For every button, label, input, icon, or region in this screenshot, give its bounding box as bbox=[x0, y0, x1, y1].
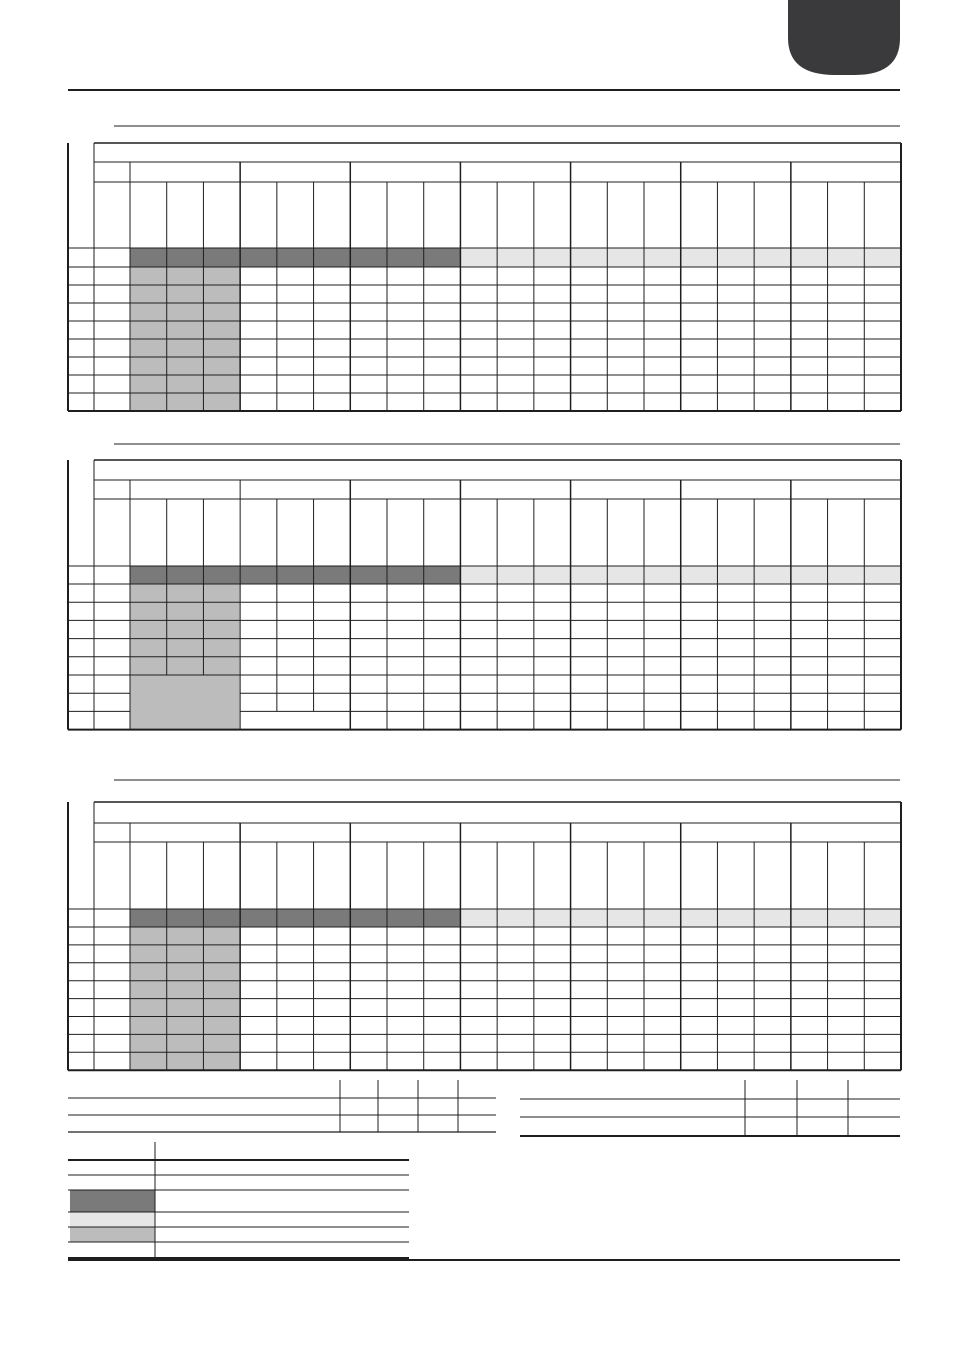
shade-cell bbox=[864, 909, 901, 927]
shade-cell bbox=[240, 566, 277, 584]
shade-cell bbox=[754, 909, 791, 927]
shade-cell bbox=[754, 248, 791, 267]
shade-cell bbox=[497, 566, 534, 584]
shade-cell bbox=[828, 909, 865, 927]
shade-cell bbox=[277, 566, 314, 584]
shade-cell bbox=[534, 566, 571, 584]
shade-cell bbox=[754, 566, 791, 584]
shade-cell bbox=[130, 566, 167, 584]
shade-cell bbox=[314, 909, 351, 927]
shade-cell bbox=[607, 248, 644, 267]
shade-cell bbox=[240, 909, 277, 927]
shade-cell bbox=[644, 566, 681, 584]
legend-swatch bbox=[70, 1190, 155, 1212]
shade-cell bbox=[828, 248, 865, 267]
legend-table bbox=[68, 1142, 409, 1258]
shade-cell bbox=[644, 248, 681, 267]
shade-cell bbox=[681, 248, 718, 267]
shade-cell bbox=[607, 566, 644, 584]
shade-cell bbox=[240, 248, 277, 267]
shade-cell bbox=[717, 566, 754, 584]
legend-swatch bbox=[70, 1212, 155, 1227]
shade-cell bbox=[571, 909, 608, 927]
summary-table-right bbox=[520, 1080, 900, 1136]
shade-cell bbox=[203, 566, 240, 584]
shade-cell bbox=[167, 566, 204, 584]
shade-cell bbox=[314, 248, 351, 267]
shade-cell bbox=[387, 909, 424, 927]
shade-cell bbox=[350, 566, 387, 584]
shade-cell bbox=[717, 909, 754, 927]
shade-cell bbox=[607, 909, 644, 927]
shade-cell bbox=[277, 909, 314, 927]
merged-shade-block bbox=[130, 675, 240, 730]
shade-cell bbox=[203, 909, 240, 927]
shade-cell bbox=[167, 909, 204, 927]
shade-cell bbox=[864, 248, 901, 267]
shade-cell bbox=[424, 248, 461, 267]
data-table bbox=[68, 780, 901, 1070]
shade-cell bbox=[167, 248, 204, 267]
shade-cell bbox=[717, 248, 754, 267]
shade-cell bbox=[534, 909, 571, 927]
shade-cell bbox=[277, 248, 314, 267]
shade-cell bbox=[387, 248, 424, 267]
shade-cell bbox=[460, 248, 497, 267]
shade-cell bbox=[791, 909, 828, 927]
shade-cell bbox=[571, 248, 608, 267]
data-table bbox=[68, 126, 901, 411]
shade-cell bbox=[828, 566, 865, 584]
legend-layer bbox=[68, 1142, 409, 1258]
shade-cell bbox=[571, 566, 608, 584]
page-corner-tab bbox=[788, 0, 900, 75]
shade-cell bbox=[350, 248, 387, 267]
shade-cell bbox=[203, 248, 240, 267]
shade-cell bbox=[130, 909, 167, 927]
shade-cell bbox=[791, 566, 828, 584]
shade-cell bbox=[314, 566, 351, 584]
summary-layer bbox=[68, 1080, 900, 1136]
shade-cell bbox=[460, 566, 497, 584]
summary-table-left bbox=[68, 1080, 496, 1132]
legend-swatch bbox=[70, 1227, 155, 1242]
group-shade-block bbox=[130, 584, 240, 675]
shade-cell bbox=[534, 248, 571, 267]
shade-cell bbox=[497, 909, 534, 927]
shade-cell bbox=[350, 909, 387, 927]
shade-cell bbox=[497, 248, 534, 267]
shade-cell bbox=[424, 566, 461, 584]
shade-cell bbox=[681, 566, 718, 584]
shade-cell bbox=[130, 248, 167, 267]
shade-cell bbox=[424, 909, 461, 927]
tables-layer bbox=[68, 126, 901, 1070]
data-table bbox=[68, 444, 901, 730]
shade-cell bbox=[460, 909, 497, 927]
shade-cell bbox=[644, 909, 681, 927]
shade-cell bbox=[864, 566, 901, 584]
shade-cell bbox=[681, 909, 718, 927]
shade-cell bbox=[387, 566, 424, 584]
shade-cell bbox=[791, 248, 828, 267]
